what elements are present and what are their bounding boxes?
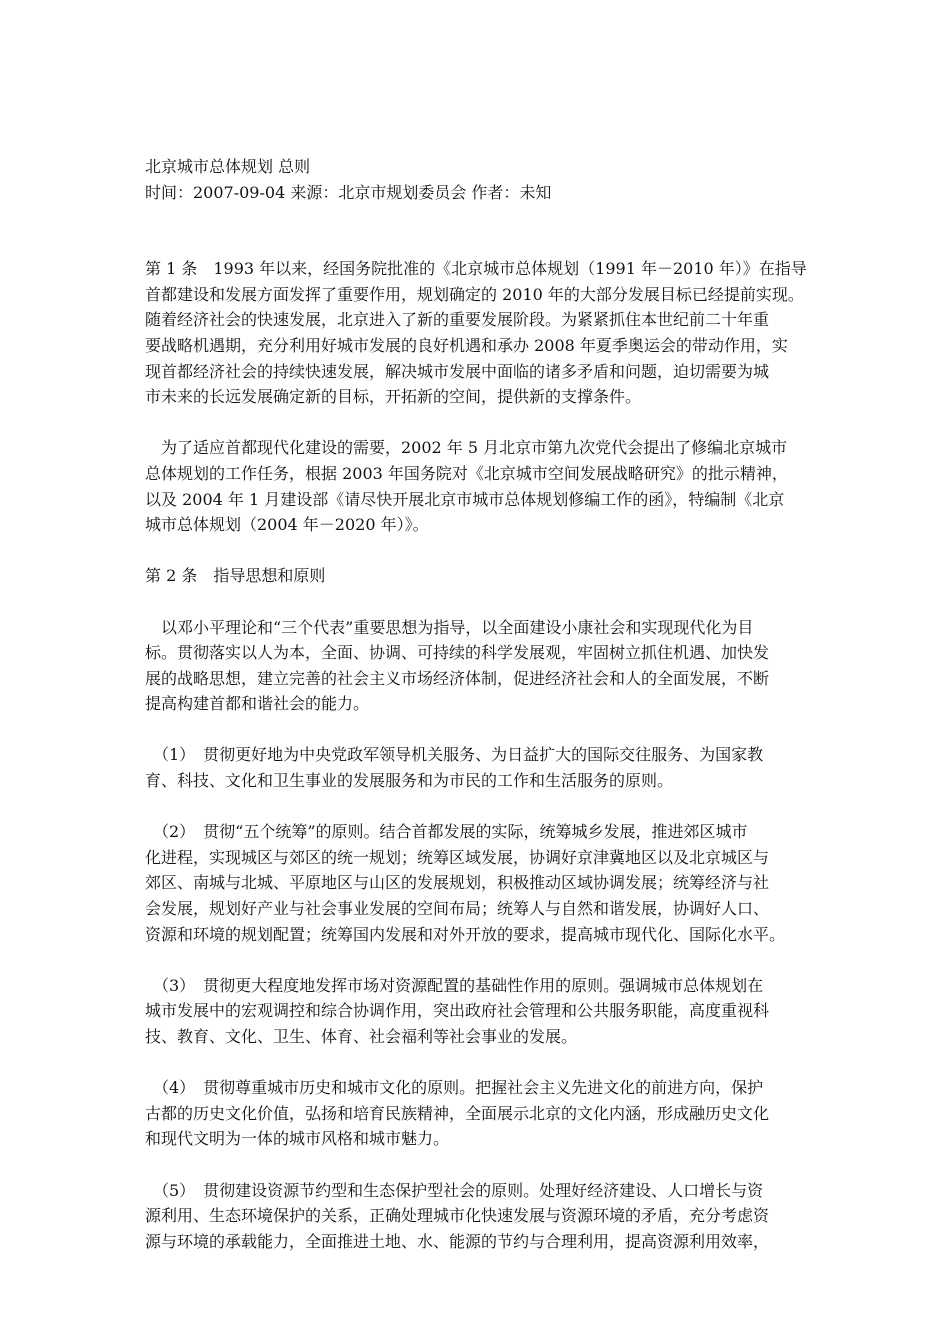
text-line: 标。贯彻落实以人为本，全面、协调、可持续的科学发展观，牢固树立抓住机遇、加快发 — [145, 643, 770, 663]
text-line: 总体规划的工作任务，根据 2003 年国务院对《北京城市空间发展战略研究》的批示精神， — [145, 463, 788, 483]
text-line: 古都的历史文化价值，弘扬和培育民族精神，全面展示北京的文化内涵，形成融历史文化 — [145, 1103, 770, 1123]
text-line: 第 2 条 指导思想和原则 — [145, 566, 326, 586]
text-line: （3） 贯彻更大程度地发挥市场对资源配置的基础性作用的原则。强调城市总体规划在 — [145, 975, 764, 995]
text-line: 郊区、南城与北城、平原地区与山区的发展规划，积极推动区域协调发展；统筹经济与社 — [145, 873, 770, 893]
spacer — [145, 1050, 817, 1076]
article-1-paragraph — [145, 256, 817, 410]
spacer — [145, 794, 817, 820]
document-meta: 时间：2007-09-04 来源：北京市规划委员会 作者：未知 — [145, 182, 552, 202]
spacer — [145, 717, 817, 743]
text-line: 随着经济社会的快速发展，北京进入了新的重要发展阶段。为紧紧抓住本世纪前二十年重 — [145, 310, 770, 330]
spacer — [145, 205, 817, 256]
text-line: 首都建设和发展方面发挥了重要作用，规划确定的 2010 年的大部分发展目标已经提前实现。 — [145, 284, 804, 304]
guiding-ideology-paragraph — [145, 615, 817, 717]
text-line: 城市发展中的宏观调控和综合协调作用，突出政府社会管理和公共服务职能，高度重视科 — [145, 1001, 770, 1021]
text-line: 源与环境的承载能力，全面推进土地、水、能源的节约与合理利用，提高资源利用效率， — [145, 1231, 770, 1251]
text-line: （2） 贯彻“五个统筹”的原则。结合首都发展的实际，统筹城乡发展，推进郊区城市 — [145, 822, 748, 842]
spacer — [145, 589, 817, 615]
principle-5-paragraph — [145, 1178, 817, 1255]
spacer — [145, 538, 817, 564]
spacer — [145, 1152, 817, 1178]
text-line: 和现代文明为一体的城市风格和城市魅力。 — [145, 1129, 450, 1149]
text-line: 第 1 条 1993 年以来，经国务院批准的《北京城市总体规划（1991 年－2010 年）》在指导 — [145, 259, 807, 279]
text-line: 资源和环境的规划配置；统筹国内发展和对外开放的要求，提高城市现代化、国际化水平。 — [145, 924, 786, 944]
document-title: 北京城市总体规划 总则 — [145, 157, 311, 176]
principle-2-paragraph — [145, 819, 817, 947]
text-line: 市未来的长远发展确定新的目标，开拓新的空间，提供新的支撑条件。 — [145, 387, 642, 407]
spacer — [145, 947, 817, 973]
text-line: 以邓小平理论和“三个代表”重要思想为指导，以全面建设小康社会和实现现代化为目 — [145, 617, 754, 637]
document-page — [145, 154, 817, 1254]
text-line: 现首都经济社会的持续快速发展，解决城市发展中面临的诸多矛盾和问题，迫切需要为城 — [145, 361, 770, 381]
text-line: 源利用、生态环境保护的关系，正确处理城市化快速发展与资源环境的矛盾，充分考虑资 — [145, 1206, 770, 1226]
article-1-continuation-paragraph — [145, 435, 817, 537]
text-line: 以及 2004 年 1 月建设部《请尽快开展北京市城市总体规划修编工作的函》，特编制《北京 — [145, 489, 785, 509]
text-line: 提高构建首都和谐社会的能力。 — [145, 694, 370, 714]
principle-1-paragraph — [145, 742, 817, 793]
text-line: 为了适应首都现代化建设的需要，2002 年 5 月北京市第九次党代会提出了修编北京城市 — [145, 438, 788, 458]
principle-3-paragraph — [145, 973, 817, 1050]
text-line: 城市总体规划（2004 年－2020 年）》。 — [145, 515, 429, 535]
text-line: 展的战略思想，建立完善的社会主义市场经济体制，促进经济社会和人的全面发展，不断 — [145, 668, 770, 688]
principle-4-paragraph — [145, 1075, 817, 1152]
text-line: （1） 贯彻更好地为中央党政军领导机关服务、为日益扩大的国际交往服务、为国家教 — [145, 745, 764, 765]
text-line: 要战略机遇期，充分利用好城市发展的良好机遇和承办 2008 年夏季奥运会的带动作用，实 — [145, 335, 788, 355]
text-line: 技、教育、文化、卫生、体育、社会福利等社会事业的发展。 — [145, 1027, 578, 1046]
text-line: （4） 贯彻尊重城市历史和城市文化的原则。把握社会主义先进文化的前进方向，保护 — [145, 1078, 764, 1098]
spacer — [145, 410, 817, 436]
article-2-heading — [145, 563, 817, 589]
text-line: 化进程，实现城区与郊区的统一规划；统筹区域发展，协调好京津冀地区以及北京城区与 — [145, 847, 770, 867]
text-line: 育、科技、文化和卫生事业的发展服务和为市民的工作和生活服务的原则。 — [145, 771, 674, 791]
text-line: （5） 贯彻建设资源节约型和生态保护型社会的原则。处理好经济建设、人口增长与资 — [145, 1180, 764, 1200]
text-line: 会发展，规划好产业与社会事业发展的空间布局；统筹人与自然和谐发展，协调好人口、 — [145, 899, 770, 919]
